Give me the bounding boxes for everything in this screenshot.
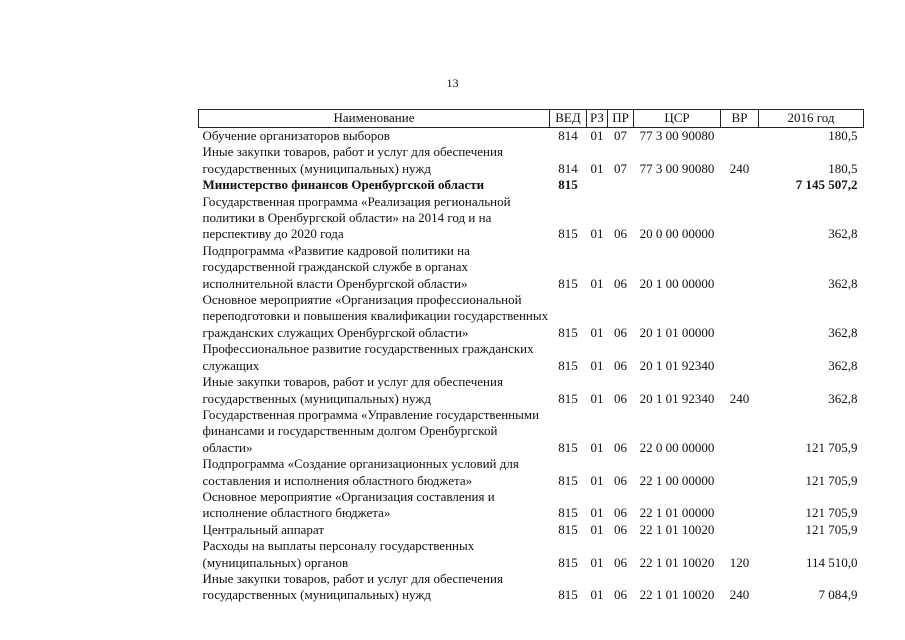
row-name: Основное мероприятие «Организация составления и исполнение областного бюджета» xyxy=(202,488,495,521)
row-name: Обучение организаторов выборов xyxy=(202,128,390,143)
row-sum: 121 705,9 xyxy=(805,472,858,488)
row-rz: 01 xyxy=(590,554,604,570)
row-ved: 814 xyxy=(558,160,578,176)
table-row xyxy=(199,194,864,243)
table-header-row xyxy=(199,110,864,128)
row-name: Расходы на выплаты персоналу государственных (муниципальных) органов xyxy=(202,538,475,570)
table-body xyxy=(199,128,864,604)
row-ved: 815 xyxy=(558,554,578,570)
row-csr: 20 1 01 92340 xyxy=(639,357,715,373)
header-ved: ВЕД xyxy=(550,110,587,128)
row-sum: 7 084,9 xyxy=(818,587,858,603)
table-row xyxy=(199,456,864,489)
row-ved: 815 xyxy=(558,357,578,373)
row-rz xyxy=(587,177,608,193)
row-csr: 22 1 01 00000 xyxy=(639,505,715,521)
row-rz: 01 xyxy=(590,357,604,373)
row-csr: 20 1 01 00000 xyxy=(639,324,715,340)
row-rz: 01 xyxy=(590,439,604,455)
row-pr: 06 xyxy=(614,554,627,570)
table-row xyxy=(199,522,864,538)
row-pr: 06 xyxy=(614,357,627,373)
row-csr: 22 1 01 10020 xyxy=(639,587,715,603)
row-pr: 06 xyxy=(614,390,627,406)
row-pr: 06 xyxy=(614,505,627,521)
budget-table xyxy=(198,109,864,604)
row-vr xyxy=(721,243,759,292)
row-csr xyxy=(634,177,721,193)
row-rz: 01 xyxy=(590,324,604,340)
table-row xyxy=(199,489,864,522)
row-pr: 06 xyxy=(614,439,627,455)
row-sum: 362,8 xyxy=(828,324,858,340)
row-sum: 121 705,9 xyxy=(805,439,858,455)
row-ved: 814 xyxy=(558,128,578,143)
row-vr xyxy=(721,456,759,489)
table-row xyxy=(199,341,864,374)
row-rz: 01 xyxy=(590,226,604,242)
row-vr xyxy=(721,522,759,538)
row-ved: 815 xyxy=(558,439,578,455)
row-name: Министерство финансов Оренбургской области xyxy=(202,177,485,193)
row-ved: 815 xyxy=(558,587,578,603)
table-row xyxy=(199,374,864,407)
row-rz: 01 xyxy=(590,160,604,176)
row-pr: 06 xyxy=(614,472,627,488)
row-pr: 06 xyxy=(614,587,627,603)
row-csr: 20 1 00 00000 xyxy=(639,275,715,291)
row-ved: 815 xyxy=(558,177,578,193)
row-ved: 815 xyxy=(558,390,578,406)
row-vr xyxy=(721,341,759,374)
row-sum: 121 705,9 xyxy=(805,505,858,521)
row-sum: 121 705,9 xyxy=(805,521,858,537)
header-csr: ЦСР xyxy=(634,110,721,128)
row-rz: 01 xyxy=(590,587,604,603)
table-row xyxy=(199,571,864,604)
row-rz: 01 xyxy=(590,521,604,537)
row-sum: 7 145 507,2 xyxy=(795,177,858,193)
table-row xyxy=(199,292,864,341)
header-pr: ПР xyxy=(608,110,634,128)
header-vr: ВР xyxy=(721,110,759,128)
page-number: 13 xyxy=(446,76,459,90)
row-ved: 815 xyxy=(558,324,578,340)
row-pr xyxy=(608,177,634,193)
row-rz: 01 xyxy=(590,390,604,406)
row-sum: 180,5 xyxy=(828,160,858,176)
header-name: Наименование xyxy=(199,110,550,128)
row-sum: 362,8 xyxy=(828,357,858,373)
row-ved: 815 xyxy=(558,226,578,242)
header-rz: РЗ xyxy=(587,110,608,128)
row-csr: 77 3 00 90080 xyxy=(639,128,715,143)
row-name: Иные закупки товаров, работ и услуг для обеспечения государственных (муниципальных) нужд xyxy=(202,374,503,406)
row-ved: 815 xyxy=(558,521,578,537)
row-ved: 815 xyxy=(558,505,578,521)
row-csr: 20 1 01 92340 xyxy=(639,390,715,406)
row-vr xyxy=(721,489,759,522)
row-vr xyxy=(721,407,759,456)
table-row xyxy=(199,538,864,571)
row-pr: 06 xyxy=(614,521,627,537)
row-pr: 06 xyxy=(614,226,627,242)
row-pr: 06 xyxy=(614,324,627,340)
row-name: Подпрограмма «Создание организационных условий для составления и исполнения областного бюджета» xyxy=(202,456,519,488)
table-row xyxy=(199,128,864,145)
row-vr: 240 xyxy=(729,587,750,603)
row-sum: 362,8 xyxy=(828,275,858,291)
row-vr xyxy=(721,292,759,341)
row-name: Иные закупки товаров, работ и услуг для обеспечения государственных (муниципальных) нужд xyxy=(202,570,503,603)
table-row xyxy=(199,144,864,177)
row-vr: 240 xyxy=(729,390,750,406)
row-sum: 362,8 xyxy=(828,226,858,242)
row-rz: 01 xyxy=(590,275,604,291)
row-name: Основное мероприятие «Организация профессиональной переподготовки и повышения квалификации государственных гражданских служащих Оренбургской области» xyxy=(202,292,549,340)
table-row xyxy=(199,243,864,292)
row-vr xyxy=(721,128,759,145)
row-pr: 07 xyxy=(614,128,627,143)
row-csr: 22 1 01 10020 xyxy=(639,554,715,570)
table-row xyxy=(199,407,864,456)
row-csr: 22 0 00 00000 xyxy=(639,439,715,455)
row-sum: 362,8 xyxy=(828,390,858,406)
row-rz: 01 xyxy=(590,472,604,488)
row-csr: 22 1 01 10020 xyxy=(639,521,715,537)
row-rz: 01 xyxy=(590,505,604,521)
row-name: Государственная программа «Управление государственными финансами и государственным долгом Оренбургской области» xyxy=(202,406,540,455)
row-name: Центральный аппарат xyxy=(202,521,325,537)
row-pr: 06 xyxy=(614,275,627,291)
row-vr: 120 xyxy=(729,554,750,570)
row-vr xyxy=(721,194,759,243)
row-csr: 20 0 00 00000 xyxy=(639,226,715,242)
row-csr: 22 1 00 00000 xyxy=(639,472,715,488)
row-vr: 240 xyxy=(729,160,750,176)
row-name: Государственная программа «Реализация региональной политики в Оренбургской области» на 2014 год и на перспективу до 2020 года xyxy=(202,193,511,242)
row-csr: 77 3 00 90080 xyxy=(639,160,715,176)
header-year: 2016 год xyxy=(759,110,864,128)
row-sum: 114 510,0 xyxy=(805,554,858,570)
row-ved: 815 xyxy=(558,275,578,291)
row-name: Иные закупки товаров, работ и услуг для обеспечения государственных (муниципальных) нужд xyxy=(202,144,503,176)
row-vr xyxy=(721,177,759,193)
row-name: Профессиональное развитие государственных гражданских служащих xyxy=(202,341,534,373)
table-row xyxy=(199,177,864,193)
row-ved: 815 xyxy=(558,472,578,488)
row-sum: 180,5 xyxy=(828,128,858,143)
row-pr: 07 xyxy=(614,160,627,176)
row-name: Подпрограмма «Развитие кадровой политики на государственной гражданской службе в органах исполнительной власти Оренбургской области» xyxy=(202,242,470,291)
row-rz: 01 xyxy=(590,128,604,143)
